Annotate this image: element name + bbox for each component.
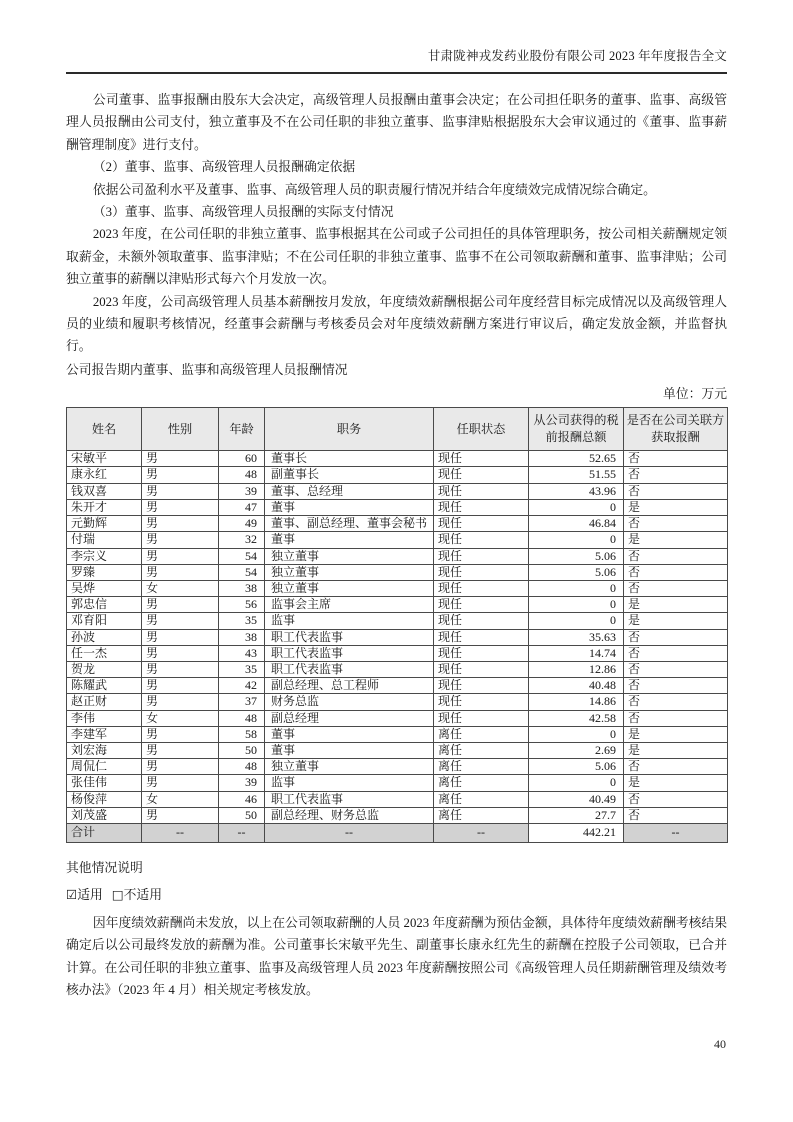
cell-status: 离任 [434,807,529,823]
heading-actual-payment: （3）董事、监事、高级管理人员报酬的实际支付情况 [92,205,394,220]
cell-age: 42 [219,678,265,694]
cell-compensation: 14.86 [529,694,624,710]
table-row [67,678,728,694]
cell-age: 35 [219,661,265,677]
cell-age: 48 [219,759,265,775]
cell-gender: 男 [142,694,219,710]
cell-status: 离任 [434,726,529,742]
table-row [67,775,728,791]
cell-position: 监事 [265,775,434,791]
cell-gender: 男 [142,645,219,661]
cell-related-party: 否 [624,483,728,499]
cell-status: 现任 [434,629,529,645]
cell-gender: 男 [142,532,219,548]
cell-status: 离任 [434,742,529,758]
cell-gender: 男 [142,775,219,791]
cell-age: 38 [219,580,265,596]
cell-compensation: 35.63 [529,629,624,645]
cell-status: 现任 [434,645,529,661]
cell-name: 付瑞 [67,532,142,548]
table-total-row [67,823,728,842]
total-position-cell: -- [265,823,434,842]
cell-name: 康永红 [67,467,142,483]
cell-related-party: 是 [624,597,728,613]
cell-related-party: 是 [624,742,728,758]
cell-age: 54 [219,548,265,564]
table-row [67,742,728,758]
cell-gender: 男 [142,661,219,677]
cell-gender: 男 [142,726,219,742]
column-header-name: 姓名 [67,408,142,451]
cell-related-party: 否 [624,580,728,596]
cell-compensation: 52.65 [529,451,624,467]
cell-position: 监事 [265,613,434,629]
table-row [67,645,728,661]
cell-compensation: 0 [529,775,624,791]
total-related-party-cell: -- [624,823,728,842]
cell-name: 张佳伟 [67,775,142,791]
cell-gender: 男 [142,467,219,483]
cell-status: 现任 [434,451,529,467]
cell-compensation: 46.84 [529,516,624,532]
cell-name: 吴烨 [67,580,142,596]
cell-status: 离任 [434,775,529,791]
cell-compensation: 5.06 [529,759,624,775]
cell-position: 董事、副总经理、董事会秘书 [265,516,434,532]
cell-compensation: 43.96 [529,483,624,499]
cell-compensation: 0 [529,597,624,613]
cell-related-party: 否 [624,548,728,564]
cell-related-party: 否 [624,516,728,532]
cell-name: 李建军 [67,726,142,742]
cell-position: 职工代表监事 [265,661,434,677]
cell-name: 贺龙 [67,661,142,677]
cell-age: 39 [219,483,265,499]
cell-gender: 男 [142,451,219,467]
cell-gender: 男 [142,759,219,775]
heading-compensation-basis: （2）董事、监事、高级管理人员报酬确定依据 [92,160,356,175]
cell-position: 独立董事 [265,580,434,596]
table-row [67,791,728,807]
total-gender-cell: -- [142,823,219,842]
cell-compensation: 0 [529,726,624,742]
page-number: 40 [714,1037,726,1051]
table-row [67,613,728,629]
cell-status: 现任 [434,678,529,694]
cell-age: 48 [219,467,265,483]
cell-position: 董事长 [265,451,434,467]
table-row [67,661,728,677]
cell-status: 现任 [434,467,529,483]
cell-status: 现任 [434,661,529,677]
cell-gender: 男 [142,564,219,580]
table-row [67,451,728,467]
table-row [67,807,728,823]
cell-compensation: 0 [529,499,624,515]
cell-name: 任一杰 [67,645,142,661]
table-caption: 公司报告期内董事、监事和高级管理人员报酬情况 [66,362,348,377]
table-row [67,597,728,613]
cell-age: 49 [219,516,265,532]
not-applicable-label: 不适用 [123,887,163,902]
cell-gender: 男 [142,548,219,564]
table-row [67,564,728,580]
table-row [67,483,728,499]
applicable-label: 适用 [77,887,103,902]
total-age-cell: -- [219,823,265,842]
cell-name: 宋敏平 [67,451,142,467]
cell-gender: 男 [142,742,219,758]
cell-related-party: 是 [624,613,728,629]
other-notes-title: 其他情况说明 [66,860,143,875]
cell-related-party: 否 [624,759,728,775]
cell-position: 董事 [265,499,434,515]
table-row [67,499,728,515]
cell-position: 独立董事 [265,564,434,580]
cell-age: 50 [219,742,265,758]
applicability-line [66,885,727,905]
cell-gender: 女 [142,580,219,596]
cell-related-party: 否 [624,451,728,467]
cell-position: 职工代表监事 [265,791,434,807]
paragraph-actual-payment-directors: 2023 年度，在公司任职的非独立董事、监事根据其在公司或子公司担任的具体管理职务，按公司相关薪酬规定领取薪金，未额外领取董事、监事津贴；不在公司任职的非独立董事、监事不在公司领取薪酬和董事、监事津贴；公司独立董事的薪酬以津贴形式每六个月发放一次。 [66,227,727,287]
cell-age: 39 [219,775,265,791]
table-row [67,629,728,645]
cell-related-party: 是 [624,499,728,515]
paragraph-compensation-basis: 依据公司盈利水平及董事、监事、高级管理人员的职责履行情况并结合年度绩效完成情况综合确定。 [92,182,656,197]
cell-compensation: 40.49 [529,791,624,807]
cell-age: 48 [219,710,265,726]
cell-status: 现任 [434,564,529,580]
table-body [67,451,728,824]
table-row [67,759,728,775]
cell-name: 元勤辉 [67,516,142,532]
cell-related-party: 否 [624,661,728,677]
cell-age: 46 [219,791,265,807]
cell-name: 钱双喜 [67,483,142,499]
cell-name: 刘宏海 [67,742,142,758]
unit-label: 单位：万元 [663,387,727,402]
checked-checkbox-icon: ☑ [66,886,78,902]
cell-name: 邓育阳 [67,613,142,629]
column-header-gender: 性别 [142,408,219,451]
cell-status: 现任 [434,597,529,613]
cell-age: 43 [219,645,265,661]
cell-status: 现任 [434,580,529,596]
cell-compensation: 5.06 [529,564,624,580]
cell-age: 58 [219,726,265,742]
cell-status: 离任 [434,791,529,807]
cell-age: 32 [219,532,265,548]
table-row [67,532,728,548]
cell-status: 离任 [434,759,529,775]
cell-name: 李宗义 [67,548,142,564]
footnote-paragraph: 因年度绩效薪酬尚未发放，以上在公司领取薪酬的人员 2023 年度薪酬为预估金额，具体待年度绩效薪酬考核结果确定后以公司最终发放的薪酬为准。公司董事长宋敏平先生、副董事长康永红先生的薪酬在控股子公司领取，已合并计算。在公司任职的非独立董事、监事及高级管理人员 2023 年度薪酬按照公司《高级管理人员任期薪酬管理及绩效考核办法》（2023 年 4 月）相关规定考核发放。 [66,915,727,998]
cell-age: 56 [219,597,265,613]
total-label-cell: 合计 [67,823,142,842]
cell-gender: 男 [142,597,219,613]
cell-compensation: 0 [529,580,624,596]
cell-status: 现任 [434,548,529,564]
table-row [67,516,728,532]
cell-position: 董事 [265,742,434,758]
cell-gender: 男 [142,613,219,629]
cell-position: 独立董事 [265,548,434,564]
cell-compensation: 0 [529,613,624,629]
cell-status: 现任 [434,613,529,629]
cell-position: 董事 [265,532,434,548]
cell-compensation: 14.74 [529,645,624,661]
cell-gender: 男 [142,483,219,499]
cell-position: 董事 [265,726,434,742]
compensation-table [66,407,728,843]
cell-status: 现任 [434,516,529,532]
cell-related-party: 否 [624,629,728,645]
paragraph-compensation-decision: 公司董事、监事报酬由股东大会决定，高级管理人员报酬由董事会决定；在公司担任职务的董事、监事、高级管理人员报酬由公司支付，独立董事及不在公司任职的非独立董事、监事津贴根据股东大会审议通过的《董事、监事薪酬管理制度》进行支付。 [66,93,727,152]
cell-name: 郭忠信 [67,597,142,613]
cell-age: 47 [219,499,265,515]
column-header-compensation: 从公司获得的税前报酬总额 [529,408,624,451]
column-header-age: 年龄 [219,408,265,451]
cell-position: 董事、总经理 [265,483,434,499]
table-row [67,548,728,564]
cell-position: 财务总监 [265,694,434,710]
cell-related-party: 否 [624,645,728,661]
table-row [67,467,728,483]
cell-related-party: 否 [624,694,728,710]
cell-position: 职工代表监事 [265,629,434,645]
paragraph-actual-payment-executives: 2023 年度，公司高级管理人员基本薪酬按月发放，年度绩效薪酬根据公司年度经营目标完成情况以及高级管理人员的业绩和履职考核情况，经董事会薪酬与考核委员会对年度绩效薪酬方案进行审议后，确定发放金额，并监督执行。 [66,294,727,354]
cell-compensation: 40.48 [529,678,624,694]
cell-name: 罗臻 [67,564,142,580]
cell-gender: 男 [142,807,219,823]
cell-compensation: 51.55 [529,467,624,483]
cell-gender: 男 [142,629,219,645]
cell-related-party: 否 [624,678,728,694]
cell-related-party: 是 [624,532,728,548]
table-row [67,694,728,710]
table-row [67,726,728,742]
cell-name: 朱开才 [67,499,142,515]
cell-position: 职工代表监事 [265,645,434,661]
cell-name: 赵正财 [67,694,142,710]
cell-name: 杨俊萍 [67,791,142,807]
cell-related-party: 否 [624,564,728,580]
cell-compensation: 27.7 [529,807,624,823]
cell-status: 现任 [434,499,529,515]
table-header-row [67,408,728,451]
cell-name: 刘茂盛 [67,807,142,823]
table-row [67,710,728,726]
column-header-status: 任职状态 [434,408,529,451]
cell-position: 副董事长 [265,467,434,483]
cell-position: 副总经理 [265,710,434,726]
cell-related-party: 是 [624,775,728,791]
cell-age: 60 [219,451,265,467]
cell-name: 李伟 [67,710,142,726]
cell-gender: 女 [142,710,219,726]
table-row [67,580,728,596]
cell-gender: 男 [142,678,219,694]
cell-compensation: 2.69 [529,742,624,758]
cell-related-party: 否 [624,467,728,483]
cell-age: 37 [219,694,265,710]
cell-age: 54 [219,564,265,580]
cell-position: 监事会主席 [265,597,434,613]
cell-gender: 男 [142,516,219,532]
total-compensation-cell: 442.21 [529,823,624,842]
cell-related-party: 否 [624,791,728,807]
cell-status: 现任 [434,483,529,499]
cell-compensation: 0 [529,532,624,548]
cell-related-party: 否 [624,807,728,823]
cell-age: 50 [219,807,265,823]
cell-name: 陈耀武 [67,678,142,694]
cell-position: 副总经理、财务总监 [265,807,434,823]
document-header-title: 甘肃陇神戎发药业股份有限公司 2023 年年度报告全文 [66,46,727,74]
cell-age: 35 [219,613,265,629]
cell-age: 38 [219,629,265,645]
cell-related-party: 否 [624,710,728,726]
cell-related-party: 是 [624,726,728,742]
unchecked-checkbox-icon: □ [111,886,124,902]
total-status-cell: -- [434,823,529,842]
cell-name: 孙波 [67,629,142,645]
cell-position: 副总经理、总工程师 [265,678,434,694]
cell-name: 周侃仁 [67,759,142,775]
cell-gender: 男 [142,499,219,515]
column-header-related-party: 是否在公司关联方获取报酬 [624,408,728,451]
cell-compensation: 42.58 [529,710,624,726]
cell-status: 现任 [434,694,529,710]
cell-compensation: 5.06 [529,548,624,564]
cell-status: 现任 [434,532,529,548]
cell-position: 独立董事 [265,759,434,775]
cell-status: 现任 [434,710,529,726]
cell-compensation: 12.86 [529,661,624,677]
cell-gender: 女 [142,791,219,807]
column-header-position: 职务 [265,408,434,451]
